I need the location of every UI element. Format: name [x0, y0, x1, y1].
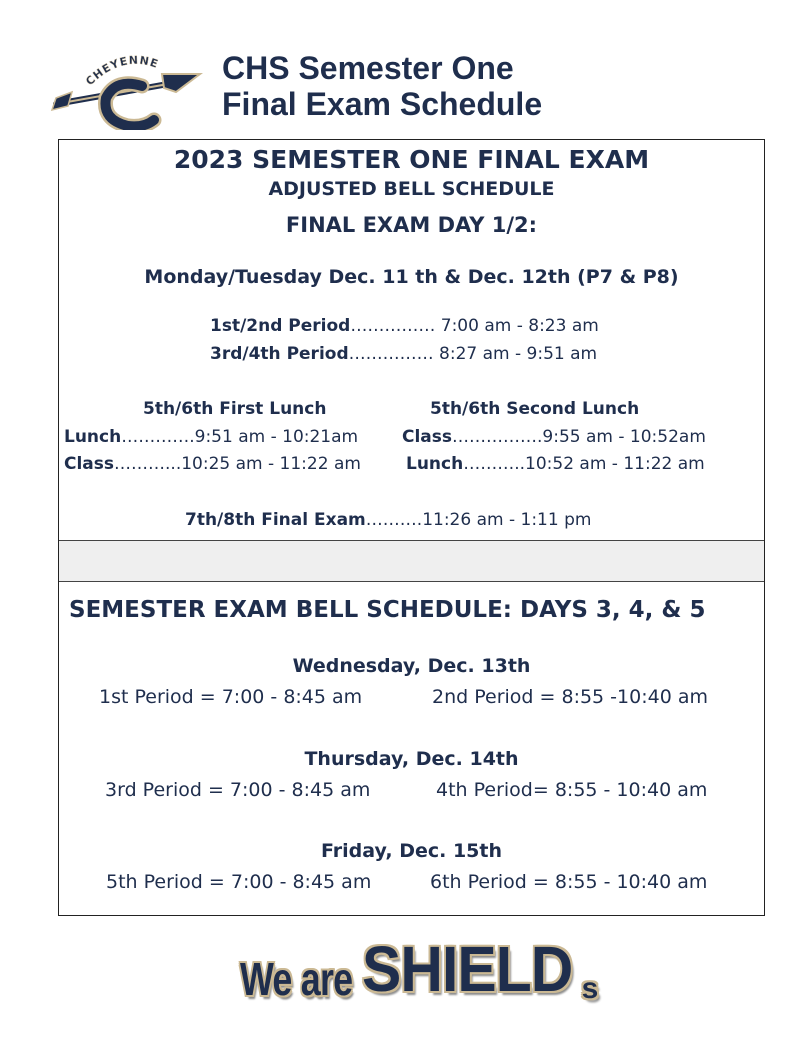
second-lunch-row-2 — [406, 454, 705, 474]
row-time: .10:25 am - 11:22 am — [175, 454, 361, 474]
we-are-shields-slogan — [240, 932, 598, 1004]
row-label: Lunch — [406, 454, 464, 474]
row-label: Class — [402, 427, 453, 447]
first-lunch-row-1 — [64, 427, 358, 447]
row-label: Class — [64, 454, 115, 474]
final-exam-row — [185, 510, 591, 530]
final-exam-time: 11:26 am - 1:11 pm — [422, 510, 592, 530]
section-divider-band — [59, 540, 764, 582]
section1-subtitle: ADJUSTED BELL SCHEDULE — [268, 178, 555, 200]
leader-dots: ……….. — [114, 454, 176, 474]
logo-arc-text: CHEYENNE — [83, 53, 161, 89]
day-heading-thursday: Thursday, Dec. 14th — [304, 748, 519, 770]
schedule-box — [58, 139, 765, 916]
day-period-right: 2nd Period = 8:55 -10:40 am — [432, 686, 708, 708]
slogan-big-word: SHIELD — [362, 933, 573, 1005]
period-3-4-row — [210, 344, 597, 364]
period-time: 8:27 am - 9:51 am — [433, 344, 598, 364]
first-lunch-row-2 — [64, 454, 361, 474]
day-heading-wednesday: Wednesday, Dec. 13th — [292, 655, 531, 677]
slogan-small-words: We are — [240, 953, 353, 1005]
row-label: Lunch — [64, 427, 122, 447]
final-exam-label: 7th/8th Final Exam — [185, 510, 366, 530]
period-time: 7:00 am - 8:23 am — [435, 316, 599, 336]
leader-dots: …………… — [350, 316, 436, 336]
day-period-right: 6th Period = 8:55 - 10:40 am — [430, 871, 708, 893]
second-lunch-heading: 5th/6th Second Lunch — [430, 399, 640, 419]
second-lunch-row-1 — [402, 427, 706, 447]
period-label: 3rd/4th Period — [210, 344, 349, 364]
day-period-left: 3rd Period = 7:00 - 8:45 am — [105, 779, 371, 801]
day-heading-friday: Friday, Dec. 15th — [320, 840, 503, 862]
row-time: 9:51 am - 10:21am — [194, 427, 359, 447]
row-time: 9:55 am - 10:52am — [542, 427, 706, 447]
day-period-left: 5th Period = 7:00 - 8:45 am — [106, 871, 372, 893]
page-title-line-2: Final Exam Schedule — [222, 86, 543, 122]
leader-dots: …………… — [348, 344, 434, 364]
leader-dots: …………. — [121, 427, 195, 447]
slogan-suffix: s — [581, 972, 599, 1005]
leader-dots: ………. — [365, 510, 423, 530]
row-time: 10:52 am - 11:22 am — [525, 454, 705, 474]
section2-title: SEMESTER EXAM BELL SCHEDULE: DAYS 3, 4, & 5 — [69, 597, 706, 623]
period-1-2-row — [210, 316, 599, 336]
day-period-right: 4th Period= 8:55 - 10:40 am — [436, 779, 708, 801]
period-label: 1st/2nd Period — [210, 316, 351, 336]
page-title — [222, 50, 542, 122]
page-title-line-1: CHS Semester One — [222, 50, 514, 86]
section1-title: 2023 SEMESTER ONE FINAL EXAM — [173, 145, 650, 174]
exam-day-dates: Monday/Tuesday Dec. 11 th & Dec. 12th (P7 & P8) — [144, 266, 679, 288]
exam-day-heading: FINAL EXAM DAY 1/2: — [285, 213, 538, 237]
leader-dots: ……….. — [463, 454, 526, 474]
first-lunch-heading: 5th/6th First Lunch — [143, 399, 327, 419]
day-period-left: 1st Period = 7:00 - 8:45 am — [99, 686, 363, 708]
leader-dots: ……………. — [452, 427, 543, 447]
cheyenne-logo — [50, 48, 226, 130]
